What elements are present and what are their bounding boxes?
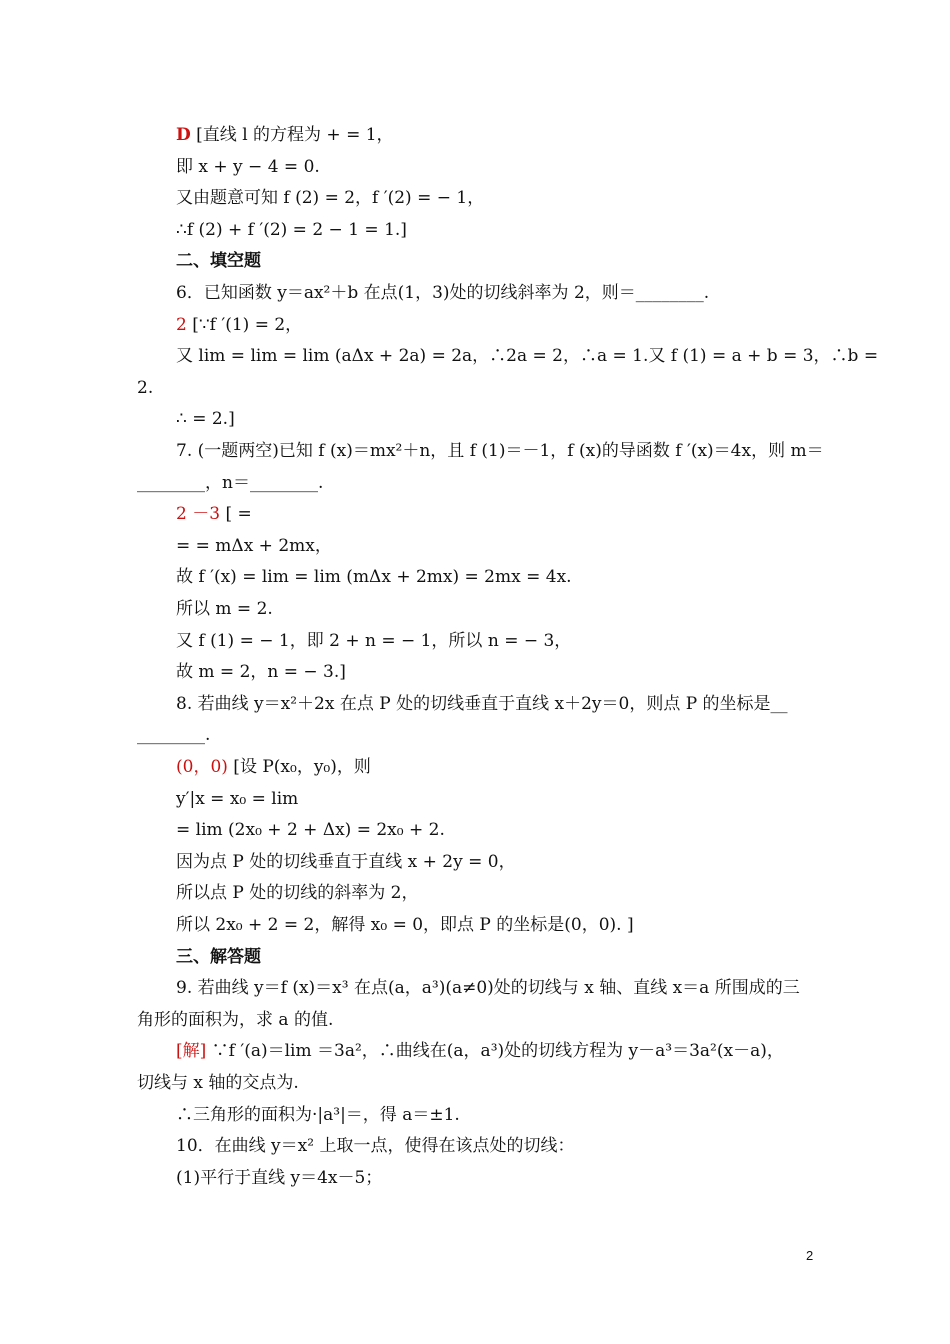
line-text: 所以 2x₀ + 2 = 2，解得 x₀ = 0，即点 P 的坐标是(0，0). ] — [176, 915, 634, 935]
line-text: 因为点 P 处的切线垂直于直线 x + 2y = 0， — [176, 851, 516, 872]
line-text: (1)平行于直线 y＝4x－5； — [176, 1167, 383, 1188]
text-line — [176, 788, 298, 810]
answer-label: 2 －3 — [176, 504, 221, 525]
line-text: 9. 若曲线 y＝f (x)＝x³ 在点(a，a³)(a≠0)处的切线与 x 轴、直线 x＝a 所围成的三 — [176, 978, 800, 999]
text-line — [176, 914, 634, 936]
text-line — [176, 693, 788, 715]
answer-label: (0，0) — [176, 757, 228, 777]
text-line — [176, 661, 346, 683]
text-line — [137, 724, 210, 746]
line-text: [∵f ′(1) = 2， — [186, 314, 303, 335]
text-line — [176, 819, 445, 841]
text-line — [176, 1040, 784, 1062]
text-line — [137, 1072, 299, 1094]
line-text: 即 x + y − 4 = 0. — [176, 156, 320, 177]
text-line — [176, 503, 252, 525]
text-line — [176, 977, 800, 999]
text-line — [137, 377, 153, 399]
line-text: ________. — [137, 725, 211, 746]
line-text: 切线与 x 轴的交点为. — [137, 1073, 299, 1093]
line-text: 又由题意可知 f (2) = 2，f ′(2) = − 1， — [176, 188, 485, 209]
text-line — [176, 124, 394, 146]
line-text: 三、解答题 — [176, 946, 261, 967]
line-text: [设 P(x₀，y₀)，则 — [227, 757, 371, 777]
page-number: 2 — [806, 1248, 814, 1263]
line-text: 6．已知函数 y＝ax²＋b 在点(1，3)处的切线斜率为 2，则＝________. — [176, 283, 710, 303]
text-line — [176, 187, 484, 209]
text-line — [176, 882, 418, 904]
answer-label: D — [176, 125, 191, 145]
text-line — [176, 1104, 460, 1126]
text-line — [176, 250, 261, 272]
answer-label: 2 — [176, 314, 187, 335]
text-line — [176, 1167, 382, 1189]
line-text: = lim (2x₀ + 2 + Δx) = 2x₀ + 2. — [176, 820, 445, 841]
line-text: 所以点 P 处的切线的斜率为 2， — [176, 883, 419, 904]
line-text: ∵f ′(a)＝lim ＝3a²，∴曲线在(a，a³)处的切线方程为 y－a³＝3a²(x－a)， — [206, 1041, 784, 1062]
line-text: 二、填空题 — [176, 251, 261, 272]
line-text: ∴ = 2.] — [176, 409, 235, 430]
text-line — [176, 851, 516, 873]
text-line — [176, 156, 320, 178]
line-text: 所以 m = 2. — [176, 599, 273, 619]
line-text: = = mΔx + 2mx， — [176, 535, 332, 556]
line-text: 7. (一题两空)已知 f (x)＝mx²＋n，且 f (1)＝－1，f (x)的导函数 f ′(x)＝4x，则 m＝ — [176, 441, 824, 461]
text-line — [176, 345, 878, 367]
text-line — [176, 440, 824, 462]
text-line — [137, 1009, 333, 1031]
answer-label: [解] — [176, 1041, 207, 1062]
line-text: 故 f ′(x) = lim = lim (mΔx + 2mx) = 2mx = 4x. — [176, 567, 572, 588]
line-text: y′|x = x₀ = lim — [176, 788, 299, 809]
text-line — [176, 946, 261, 968]
text-line — [176, 282, 709, 304]
text-line — [176, 314, 302, 336]
text-line — [176, 408, 235, 430]
line-text: 角形的面积为，求 a 的值. — [137, 1009, 334, 1030]
line-text: 又 lim = lim = lim (aΔx + 2a) = 2a，∴2a = 2，∴a = 1.又 f (1) = a + b = 3，∴b = — [176, 346, 879, 367]
text-line — [176, 219, 407, 241]
line-text: 2. — [137, 377, 154, 398]
text-line — [176, 630, 571, 652]
line-text: ________，n＝________. — [137, 472, 324, 493]
text-line — [176, 535, 332, 557]
text-line — [176, 598, 273, 620]
line-text: 10．在曲线 y＝x² 上取一点，使得在该点处的切线： — [176, 1136, 575, 1157]
line-text: ∴三角形的面积为·|a³|＝，得 a＝±1. — [176, 1104, 460, 1125]
line-text: 8. 若曲线 y＝x²＋2x 在点 P 处的切线垂直于直线 x＋2y＝0，则点 P 的坐标是__ — [176, 693, 788, 714]
line-text: 故 m = 2，n = − 3.] — [176, 662, 346, 683]
line-text: [ = — [220, 504, 252, 525]
text-line — [137, 472, 323, 494]
line-text: ∴f (2) + f ′(2) = 2 − 1 = 1.] — [176, 219, 407, 240]
text-line — [176, 1135, 574, 1157]
text-line — [176, 756, 371, 778]
line-text: [直线 l 的方程为 + = 1， — [190, 125, 394, 145]
text-line — [176, 566, 572, 588]
line-text: 又 f (1) = − 1，即 2 + n = − 1，所以 n = − 3， — [176, 630, 572, 651]
